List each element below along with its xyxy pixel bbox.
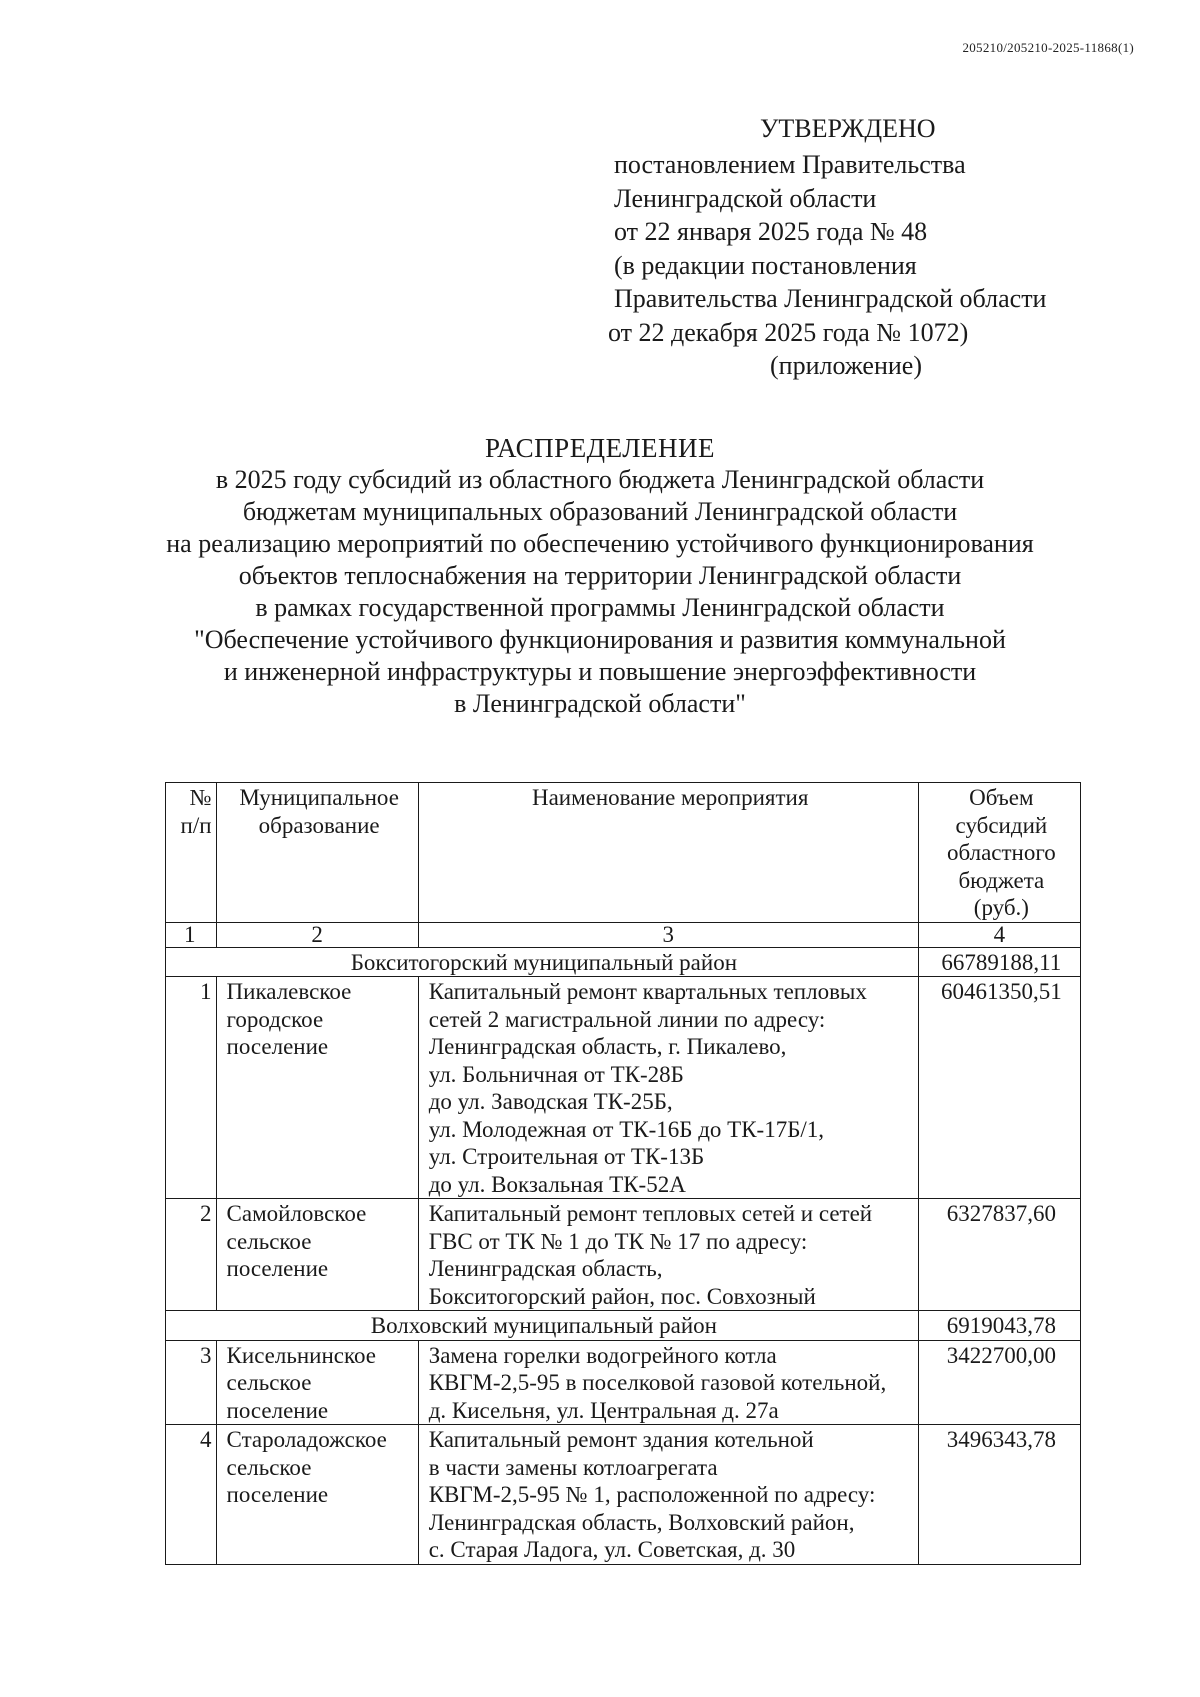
municipality-line: поселение [226, 1397, 329, 1423]
activity-line: Капитальный ремонт здания котельной [428, 1427, 814, 1452]
table-header-row [166, 783, 1081, 923]
title-line: на реализацию мероприятий по обеспечению устойчивого функционирования [166, 529, 1034, 558]
row-municipality [216, 1199, 418, 1311]
table-row [166, 1199, 1081, 1311]
table-row [166, 1340, 1081, 1425]
header-activity-name: Наименование мероприятия [418, 783, 918, 923]
approval-line: (приложение) [770, 351, 923, 380]
municipality-line: Самойловское [226, 1201, 367, 1226]
header-municipality-line: образование [258, 812, 380, 838]
district-row [166, 1311, 1081, 1341]
header-municipality-line: Муниципальное [239, 785, 399, 810]
district-amount: 66789188,11 [918, 947, 1080, 977]
district-name: Бокситогорский муниципальный район [166, 947, 919, 977]
column-number: 2 [216, 922, 418, 947]
activity-line: ул. Больничная от ТК-28Б [428, 1061, 684, 1087]
approval-line: Ленинградской области [614, 184, 877, 213]
column-number-row [166, 922, 1081, 947]
activity-line: ул. Строительная от ТК-13Б [428, 1144, 705, 1169]
header-amount-line: областного [946, 840, 1056, 865]
activity-line: до ул. Вокзальная ТК-52А [428, 1171, 686, 1197]
row-municipality [216, 977, 418, 1199]
row-municipality [216, 1425, 418, 1565]
approval-line: постановлением Правительства [614, 150, 966, 179]
row-activity [418, 1340, 918, 1425]
column-number: 4 [918, 922, 1080, 947]
title-line: в рамках государственной программы Ленинградской области [255, 593, 945, 622]
municipality-line: поселение [226, 1482, 329, 1507]
header-number [166, 783, 217, 923]
district-amount: 6919043,78 [918, 1311, 1080, 1341]
municipality-line: поселение [226, 1256, 329, 1281]
row-activity [418, 1425, 918, 1565]
municipality-line: сельское [226, 1228, 312, 1254]
title-line: объектов теплоснабжения на территории Ленинградской области [238, 561, 962, 590]
row-number: 4 [166, 1425, 217, 1565]
subsidy-table [165, 782, 1081, 1565]
activity-line: Ленинградская область, [428, 1256, 663, 1281]
row-amount: 60461350,51 [918, 977, 1080, 1199]
activity-line: ул. Молодежная от ТК-16Б до ТК-17Б/1, [428, 1116, 825, 1142]
activity-line: КВГМ-2,5-95 № 1, расположенной по адресу: [428, 1482, 876, 1507]
row-amount: 3422700,00 [918, 1340, 1080, 1425]
row-amount: 6327837,60 [918, 1199, 1080, 1311]
row-number: 2 [166, 1199, 217, 1311]
activity-line: КВГМ-2,5-95 в поселковой газовой котельной, [428, 1370, 887, 1395]
activity-line: Капитальный ремонт тепловых сетей и сетей [428, 1201, 873, 1226]
approval-line: (в редакции постановления [614, 251, 917, 280]
header-amount-line: (руб.) [973, 895, 1029, 920]
title-line: в Ленинградской области" [454, 689, 746, 718]
title-line: бюджетам муниципальных образований Ленинградской области [242, 497, 958, 526]
row-municipality [216, 1340, 418, 1425]
district-row [166, 947, 1081, 977]
header-number-line: п/п [180, 812, 212, 838]
activity-line: сетей 2 магистральной линии по адресу: [428, 1006, 826, 1032]
activity-line: Ленинградская область, Волховский район, [428, 1509, 855, 1535]
activity-line: Замена горелки водогрейного котла [428, 1342, 777, 1368]
approval-line: от 22 декабря 2025 года № 1072) [608, 318, 969, 347]
activity-line: Капитальный ремонт квартальных тепловых [428, 979, 867, 1004]
municipality-line: Кисельнинское [226, 1342, 376, 1368]
activity-line: ГВС от ТК № 1 до ТК № 17 по адресу: [428, 1228, 808, 1254]
row-number: 3 [166, 1340, 217, 1425]
column-number: 3 [418, 922, 918, 947]
activity-line: в части замены котлоагрегата [428, 1454, 718, 1480]
title-line: "Обеспечение устойчивого функционирования и развития коммунальной [194, 625, 1006, 654]
approval-line: от 22 января 2025 года № 48 [614, 217, 928, 246]
municipality-line: поселение [226, 1034, 329, 1059]
table-row [166, 1425, 1081, 1565]
row-amount: 3496343,78 [918, 1425, 1080, 1565]
row-activity [418, 977, 918, 1199]
title-line: и инженерной инфраструктуры и повышение энергоэффективности [223, 657, 977, 686]
municipality-line: сельское [226, 1370, 312, 1395]
district-name: Волховский муниципальный район [166, 1311, 919, 1341]
activity-line: Бокситогорский район, пос. Совхозный [428, 1283, 816, 1309]
header-amount-line: Объем [969, 785, 1034, 810]
header-amount [918, 783, 1080, 923]
header-number-line: № [189, 785, 212, 810]
header-amount-line: бюджета [958, 867, 1045, 893]
municipality-line: городское [226, 1006, 324, 1032]
municipality-line: Пикалевское [226, 979, 352, 1004]
activity-line: д. Кисельня, ул. Центральная д. 27а [428, 1397, 779, 1423]
activity-line: Ленинградская область, г. Пикалево, [428, 1034, 787, 1059]
column-number: 1 [166, 922, 217, 947]
document-title [0, 432, 1200, 720]
approval-line: Правительства Ленинградской области [614, 284, 1047, 313]
table-row [166, 977, 1081, 1199]
title-heading: РАСПРЕДЕЛЕНИЕ [484, 433, 716, 463]
municipality-line: сельское [226, 1454, 312, 1480]
row-activity [418, 1199, 918, 1311]
activity-line: до ул. Заводская ТК-25Б, [428, 1089, 673, 1114]
approval-title: УТВЕРЖДЕНО [760, 114, 936, 143]
municipality-line: Староладожское [226, 1427, 387, 1452]
header-municipality [216, 783, 418, 923]
title-line: в 2025 году субсидий из областного бюджета Ленинградской области [215, 465, 985, 494]
row-number: 1 [166, 977, 217, 1199]
activity-line: с. Старая Ладога, ул. Советская, д. 30 [428, 1537, 796, 1562]
header-amount-line: субсидий [955, 812, 1048, 838]
document-id: 205210/205210-2025-11868(1) [962, 40, 1134, 55]
